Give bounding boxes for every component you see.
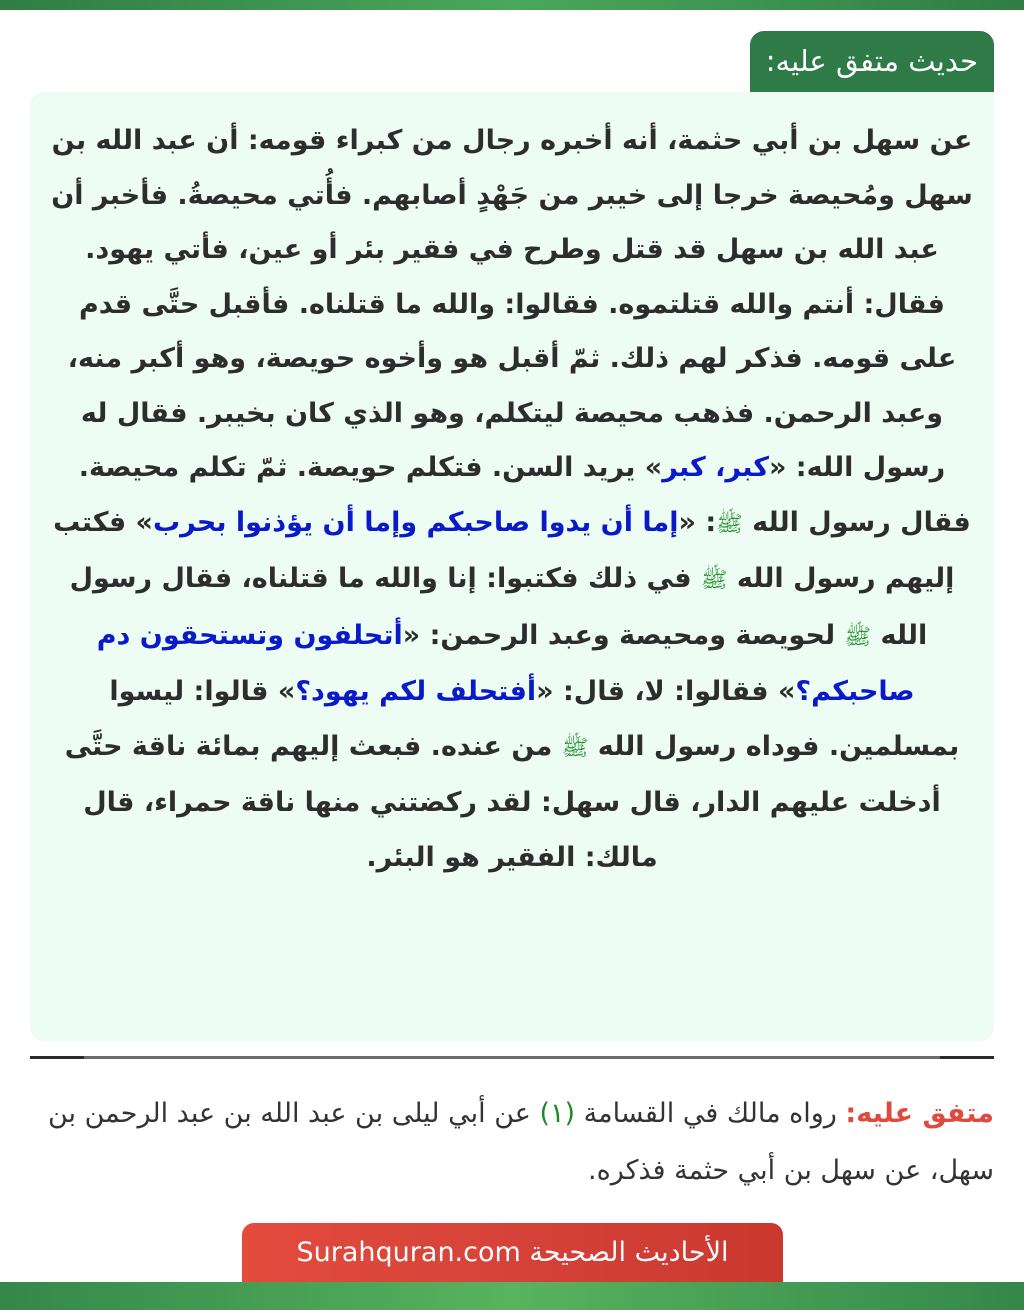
source-text: عن أبي ليلى بن عبد الله بن عبد الرحمن بن سهل، عن سهل بن أبي حثمة فذكره. bbox=[47, 1098, 994, 1186]
hadith-segment: » قالوا: ليسوا بمسلمين. فوداه رسول الله bbox=[109, 676, 960, 762]
top-decorative-bar bbox=[0, 0, 1024, 10]
hadith-text bbox=[50, 114, 974, 885]
site-badge: الأحاديث الصحيحة Surahquran.com bbox=[242, 1223, 783, 1282]
hadith-segment: » فكتب إليهم رسول الله bbox=[53, 506, 955, 594]
pbuh-icon: ﷺ bbox=[561, 735, 589, 761]
source-text: رواه مالك في القسامة bbox=[575, 1098, 846, 1129]
pbuh-icon: ﷺ bbox=[844, 624, 872, 650]
hadith-source bbox=[30, 1085, 994, 1199]
pbuh-icon: ﷺ bbox=[716, 511, 743, 537]
section-divider bbox=[30, 1056, 994, 1059]
prophet-quote: كبر، كبر bbox=[662, 452, 769, 483]
hadith-segment: لحويصة ومحيصة وعبد الرحمن: « bbox=[402, 619, 845, 651]
hadith-segment: عن سهل بن أبي حثمة، أنه أخبره رجال من كبراء قومه: أن عبد الله بن سهل ومُحيصة خرجا إلى خيبر من جَهْدٍ أصابهم. فأُتي محيصةُ. فأخبر أن عبد الله بن سهل قد قتل وطرح في فقير بئر أو عين، فأتي يهود. فقال: أنتم والله قتلتموه. فقالوا: والله ما قتلناه. فأقبل حتَّى قدم على قومه. فذكر لهم ذلك. ثمّ أقبل هو وأخوه حويصة، وهو أكبر منه، وعبد الرحمن. فذهب محيصة ليتكلم، وهو الذي كان بخيبر. فقال له رسول الله: « bbox=[51, 125, 973, 483]
source-label: متفق عليه: bbox=[845, 1098, 994, 1129]
hadith-segment: في ذلك فكتبوا: إنا والله ما قتلناه، فقال رسول الله bbox=[69, 563, 928, 651]
prophet-quote: أفتحلف لكم يهود؟ bbox=[295, 676, 537, 707]
prophet-quote: أتحلفون وتستحقون دم صاحبكم؟ bbox=[96, 619, 915, 707]
hadith-segment: » فقالوا: لا، قال: « bbox=[536, 676, 796, 707]
hadith-text-box bbox=[30, 92, 994, 1041]
divider-accent-left bbox=[30, 1056, 84, 1059]
reference-number: (١) bbox=[539, 1098, 576, 1129]
hadith-segment: : « bbox=[678, 506, 717, 538]
prophet-quote: إما أن يدوا صاحبكم وإما أن يؤذنوا بحرب bbox=[152, 506, 679, 538]
hadith-segment: من عنده. فبعث إليهم بمائة ناقة حتَّى أدخلت عليهم الدار، قال سهل: لقد ركضتني منها ناقة حمراء، قال مالك: الفقير هو البئر. bbox=[64, 730, 941, 873]
bottom-decorative-bar bbox=[0, 1282, 1024, 1310]
pbuh-icon: ﷺ bbox=[700, 568, 728, 593]
hadith-segment: » يريد السن. فتكلم حويصة. ثمّ تكلم محيصة. فقال رسول الله bbox=[78, 452, 971, 538]
divider-accent-right bbox=[940, 1056, 994, 1059]
hadith-type-label: حديث متفق عليه: bbox=[750, 31, 994, 92]
